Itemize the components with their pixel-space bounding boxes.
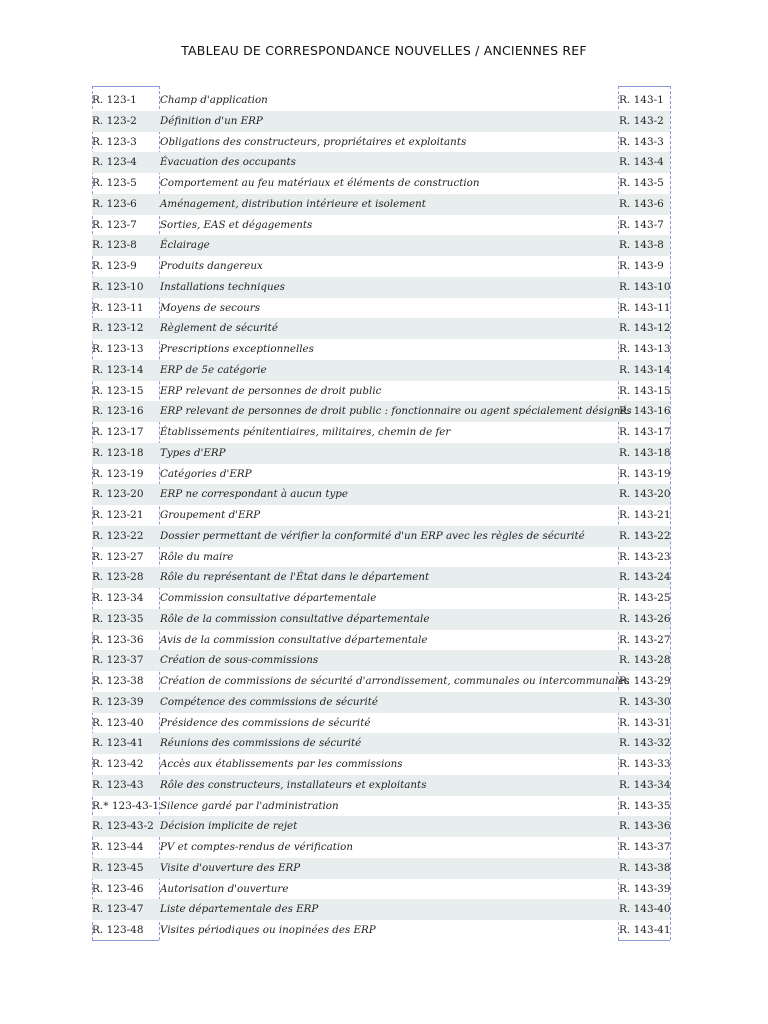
old-reference: R. 143-1 — [619, 94, 664, 106]
article-description: Silence gardé par l'administration — [160, 799, 339, 812]
new-reference: R. 123-47 — [92, 903, 144, 916]
old-reference: R. 143-14 — [619, 363, 671, 376]
article-description: ERP ne correspondant à aucun type — [160, 488, 348, 501]
article-description: Rôle du représentant de l'État dans le département — [160, 571, 430, 584]
table-row — [92, 858, 670, 879]
new-reference: R. 123-34 — [92, 592, 144, 604]
old-reference: R. 143-34 — [619, 778, 671, 791]
table-row — [92, 318, 670, 339]
new-reference: R. 123-45 — [92, 861, 144, 874]
table-row — [92, 90, 670, 111]
table-row — [92, 526, 670, 547]
article-description: Établissements pénitentiaires, militaires, chemin de fer — [160, 426, 451, 438]
article-description: ERP relevant de personnes de droit public : fonctionnaire ou agent spécialement désignés — [160, 405, 632, 418]
article-description: Comportement au feu matériaux et éléments de construction — [160, 177, 480, 189]
article-description: Avis de la commission consultative départementale — [160, 633, 428, 646]
old-reference: R. 143-22 — [619, 529, 671, 542]
old-reference: R. 143-25 — [619, 592, 671, 604]
new-reference: R. 123-14 — [92, 363, 144, 376]
new-reference: R. 123-41 — [92, 737, 144, 750]
new-reference: R. 123-9 — [92, 260, 137, 272]
article-description: ERP de 5e catégorie — [160, 363, 267, 376]
table-row — [92, 879, 670, 900]
new-reference: R. 123-19 — [92, 467, 144, 480]
table-row — [92, 443, 670, 464]
table-row — [92, 173, 670, 194]
table-row — [92, 422, 670, 443]
old-reference: R. 143-33 — [619, 758, 671, 770]
old-reference: R. 143-15 — [619, 384, 671, 397]
article-description: Rôle des constructeurs, installateurs et exploitants — [160, 778, 427, 791]
old-reference: R. 143-17 — [619, 426, 671, 438]
article-description: Évacuation des occupants — [160, 156, 296, 169]
new-reference: R. 123-4 — [92, 156, 137, 169]
old-reference: R. 143-27 — [619, 633, 671, 646]
old-reference: R. 143-6 — [619, 197, 664, 210]
new-reference: R. 123-40 — [92, 716, 144, 729]
new-reference: R. 123-46 — [92, 882, 144, 895]
old-reference: R. 143-13 — [619, 343, 671, 355]
page-title: TABLEAU DE CORRESPONDANCE NOUVELLES / ANCIENNES REF — [181, 43, 587, 58]
old-reference: R. 143-4 — [619, 156, 664, 169]
table-row — [92, 733, 670, 754]
article-description: Autorisation d'ouverture — [160, 882, 289, 895]
article-description: Rôle du maire — [160, 550, 234, 563]
old-reference: R. 143-26 — [619, 612, 671, 625]
article-description: Produits dangereux — [160, 260, 263, 272]
article-description: Accès aux établissements par les commissions — [160, 758, 403, 770]
table-row — [92, 505, 670, 526]
article-description: Champ d'application — [160, 94, 268, 106]
article-description: Éclairage — [160, 239, 210, 252]
old-reference: R. 143-21 — [619, 509, 671, 521]
old-reference: R. 143-7 — [619, 218, 664, 231]
article-description: Prescriptions exceptionnelles — [160, 343, 314, 355]
old-reference: R. 143-16 — [619, 405, 671, 418]
article-description: Présidence des commissions de sécurité — [160, 716, 371, 729]
new-reference: R. 123-48 — [92, 924, 144, 936]
article-description: Définition d'un ERP — [160, 114, 263, 127]
old-reference: R. 143-3 — [619, 135, 664, 148]
article-description: Règlement de sécurité — [160, 322, 278, 335]
table-row — [92, 152, 670, 173]
old-reference: R. 143-19 — [619, 467, 671, 480]
old-reference: R. 143-35 — [619, 799, 671, 812]
old-reference: R. 143-9 — [619, 260, 664, 272]
old-reference: R. 143-23 — [619, 550, 671, 563]
column-border — [92, 86, 159, 87]
old-reference: R. 143-28 — [619, 654, 671, 667]
table-row — [92, 111, 670, 132]
table-row — [92, 277, 670, 298]
old-reference: R. 143-39 — [619, 882, 671, 895]
article-description: PV et comptes-rendus de vérification — [160, 841, 354, 853]
article-description: Moyens de secours — [160, 301, 260, 314]
table-row — [92, 588, 670, 609]
article-description: Réunions des commissions de sécurité — [160, 737, 362, 750]
new-reference: R. 123-1 — [92, 94, 137, 106]
old-reference: R. 143-2 — [619, 114, 664, 127]
table-row — [92, 401, 670, 422]
table-row — [92, 713, 670, 734]
new-reference: R. 123-2 — [92, 114, 137, 127]
new-reference: R.* 123-43-1 — [92, 799, 160, 812]
article-description: Sorties, EAS et dégagements — [160, 218, 313, 231]
table-row — [92, 775, 670, 796]
table-row — [92, 920, 670, 941]
old-reference: R. 143-29 — [619, 675, 671, 687]
old-reference: R. 143-8 — [619, 239, 664, 252]
column-border — [618, 86, 670, 87]
new-reference: R. 123-17 — [92, 426, 144, 438]
article-description: Création de commissions de sécurité d'arrondissement, communales ou intercommunales — [160, 675, 630, 687]
new-reference: R. 123-16 — [92, 405, 144, 418]
old-reference: R. 143-32 — [619, 737, 671, 750]
new-reference: R. 123-37 — [92, 654, 144, 667]
table-row — [92, 837, 670, 858]
table-row — [92, 298, 670, 319]
article-description: Dossier permettant de vérifier la conformité d'un ERP avec les règles de sécurité — [160, 529, 585, 542]
old-reference: R. 143-36 — [619, 820, 671, 833]
old-reference: R. 143-11 — [619, 301, 671, 314]
table-row — [92, 360, 670, 381]
new-reference: R. 123-44 — [92, 841, 144, 853]
old-reference: R. 143-20 — [619, 488, 671, 501]
table-row — [92, 630, 670, 651]
table-row — [92, 754, 670, 775]
new-reference: R. 123-43 — [92, 778, 144, 791]
article-description: Visites périodiques ou inopinées des ERP — [160, 924, 376, 936]
table-row — [92, 235, 670, 256]
article-description: Compétence des commissions de sécurité — [160, 695, 378, 708]
article-description: Décision implicite de rejet — [160, 820, 298, 833]
old-reference: R. 143-38 — [619, 861, 671, 874]
article-description: Types d'ERP — [160, 446, 226, 459]
table-row — [92, 132, 670, 153]
table-row — [92, 194, 670, 215]
new-reference: R. 123-39 — [92, 695, 144, 708]
old-reference: R. 143-18 — [619, 446, 671, 459]
table-row — [92, 671, 670, 692]
table-row — [92, 484, 670, 505]
new-reference: R. 123-8 — [92, 239, 137, 252]
new-reference: R. 123-27 — [92, 550, 144, 563]
table-row — [92, 256, 670, 277]
new-reference: R. 123-12 — [92, 322, 144, 335]
old-reference: R. 143-40 — [619, 903, 671, 916]
old-reference: R. 143-24 — [619, 571, 671, 584]
table-row — [92, 816, 670, 837]
new-reference: R. 123-11 — [92, 301, 144, 314]
table-row — [92, 609, 670, 630]
article-description: Commission consultative départementale — [160, 592, 377, 604]
table-row — [92, 899, 670, 920]
table-row — [92, 339, 670, 360]
old-reference: R. 143-31 — [619, 716, 671, 729]
table-row — [92, 381, 670, 402]
old-reference: R. 143-37 — [619, 841, 671, 853]
old-reference: R. 143-41 — [619, 924, 671, 936]
article-description: Création de sous-commissions — [160, 654, 319, 667]
article-description: ERP relevant de personnes de droit public — [160, 384, 382, 397]
article-description: Obligations des constructeurs, propriétaires et exploitants — [160, 135, 467, 148]
article-description: Groupement d'ERP — [160, 509, 261, 521]
table-row — [92, 464, 670, 485]
article-description: Installations techniques — [160, 280, 285, 293]
new-reference: R. 123-36 — [92, 633, 144, 646]
table-row — [92, 547, 670, 568]
table-row — [92, 692, 670, 713]
old-reference: R. 143-10 — [619, 280, 671, 293]
new-reference: R. 123-10 — [92, 280, 144, 293]
table-row — [92, 567, 670, 588]
new-reference: R. 123-7 — [92, 218, 137, 231]
table-row — [92, 215, 670, 236]
old-reference: R. 143-30 — [619, 695, 671, 708]
new-reference: R. 123-22 — [92, 529, 144, 542]
article-description: Liste départementale des ERP — [160, 903, 319, 916]
new-reference: R. 123-42 — [92, 758, 144, 770]
new-reference: R. 123-20 — [92, 488, 144, 501]
new-reference: R. 123-28 — [92, 571, 144, 584]
new-reference: R. 123-18 — [92, 446, 144, 459]
new-reference: R. 123-35 — [92, 612, 144, 625]
new-reference: R. 123-43-2 — [92, 820, 154, 833]
article-description: Aménagement, distribution intérieure et isolement — [160, 197, 426, 210]
new-reference: R. 123-6 — [92, 197, 137, 210]
new-reference: R. 123-15 — [92, 384, 144, 397]
article-description: Catégories d'ERP — [160, 467, 252, 480]
new-reference: R. 123-5 — [92, 177, 137, 189]
correspondence-table — [92, 90, 670, 941]
new-reference: R. 123-13 — [92, 343, 144, 355]
old-reference: R. 143-12 — [619, 322, 671, 335]
table-row — [92, 650, 670, 671]
table-row — [92, 796, 670, 817]
old-reference: R. 143-5 — [619, 177, 664, 189]
new-reference: R. 123-21 — [92, 509, 144, 521]
article-description: Rôle de la commission consultative départementale — [160, 612, 430, 625]
article-description: Visite d'ouverture des ERP — [160, 861, 301, 874]
new-reference: R. 123-38 — [92, 675, 144, 687]
new-reference: R. 123-3 — [92, 135, 137, 148]
